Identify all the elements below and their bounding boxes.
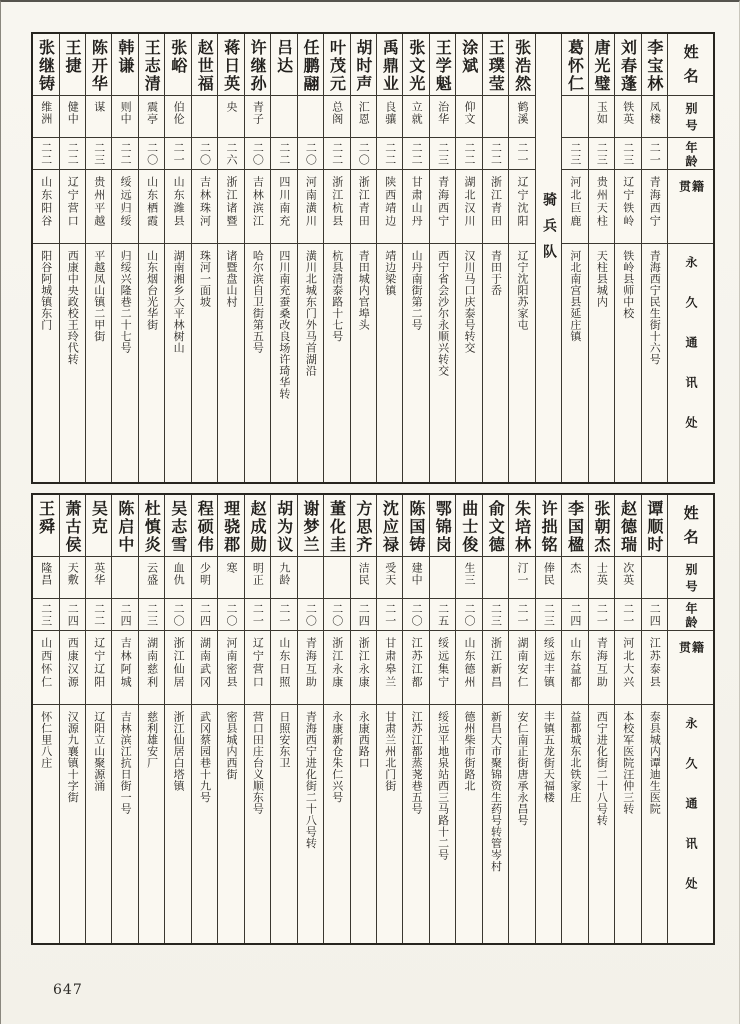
person-native-place: 辽宁沈阳	[509, 170, 534, 244]
person-column	[33, 495, 58, 943]
person-column	[482, 34, 508, 482]
page-number: 647	[53, 982, 83, 998]
header-alias: 别号	[668, 557, 713, 599]
person-column	[138, 34, 164, 482]
person-age: 二〇	[456, 599, 481, 631]
person-age: 二二	[456, 138, 481, 170]
person-alias	[298, 96, 323, 138]
person-name: 吕达	[271, 34, 296, 96]
table-header-column	[667, 495, 713, 943]
person-native-place: 浙江青田	[483, 170, 508, 244]
person-age: 二三	[483, 599, 508, 631]
person-address: 归绥兴隆巷二十七号	[119, 250, 133, 354]
person-address: 密县城内西街	[224, 711, 238, 780]
person-native-place: 浙江新昌	[483, 631, 508, 705]
person-native-place: 浙江仙居	[165, 631, 190, 705]
person-column	[270, 495, 296, 943]
person-native-place: 四川南充	[271, 170, 296, 244]
person-native-place: 绥远集宁	[430, 631, 455, 705]
person-column	[297, 495, 323, 943]
person-name: 王璞莹	[483, 34, 508, 96]
person-alias: 生三	[456, 557, 481, 599]
person-age: 二六	[218, 138, 243, 170]
person-alias: 九龄	[271, 557, 296, 599]
person-native-place: 陕西靖边	[377, 170, 402, 244]
person-native-place: 江苏泰县	[642, 631, 667, 705]
person-native-place: 山东栖霞	[139, 170, 164, 244]
person-age: 二二	[86, 599, 111, 631]
person-age: 二四	[351, 599, 376, 631]
person-address: 青海西宁进化街二十八号转	[304, 711, 318, 849]
person-column	[297, 34, 323, 482]
person-column	[641, 34, 667, 482]
person-native-place: 浙江永康	[324, 631, 349, 705]
person-address: 浙江仙居白塔镇	[172, 711, 186, 792]
person-name: 董化圭	[324, 495, 349, 557]
person-column	[588, 34, 614, 482]
person-alias: 隆昌	[33, 557, 58, 599]
person-address: 辽宁沈阳苏家屯	[515, 250, 529, 331]
person-name: 谭顺时	[642, 495, 667, 557]
person-age: 二〇	[139, 138, 164, 170]
person-address: 汉川马口庆泰号转交	[463, 250, 477, 354]
person-column	[455, 34, 481, 482]
person-native-place: 辽宁营口	[60, 170, 85, 244]
person-name: 赵世福	[192, 34, 217, 96]
person-age: 二四	[642, 599, 667, 631]
person-name: 李宝林	[642, 34, 667, 96]
person-alias: 总阁	[324, 96, 349, 138]
person-name: 赵德瑞	[615, 495, 640, 557]
person-column	[191, 495, 217, 943]
person-age: 二三	[430, 138, 455, 170]
person-alias	[483, 96, 508, 138]
person-name: 杜慎炎	[139, 495, 164, 557]
person-address: 益都城东北铁家庄	[568, 711, 582, 803]
person-name: 唐光璧	[589, 34, 614, 96]
person-address: 铁岭县师中校	[621, 250, 635, 319]
person-name: 禹鼎业	[377, 34, 402, 96]
person-age: 二三	[589, 138, 614, 170]
person-native-place: 贵州天柱	[589, 170, 614, 244]
person-age: 二一	[589, 599, 614, 631]
person-alias: 则中	[112, 96, 137, 138]
header-name: 姓名	[668, 34, 713, 96]
person-age: 二二	[112, 138, 137, 170]
person-column	[402, 495, 428, 943]
person-native-place: 青海互助	[589, 631, 614, 705]
person-column	[429, 34, 455, 482]
header-age: 年龄	[668, 599, 713, 631]
person-native-place: 浙江青田	[351, 170, 376, 244]
person-column	[350, 495, 376, 943]
person-native-place: 西康汉源	[60, 631, 85, 705]
person-address: 辽阳立山聚源涌	[92, 711, 106, 792]
person-address: 青田城内官埠头	[357, 250, 371, 331]
person-column	[323, 495, 349, 943]
person-age: 二四	[192, 599, 217, 631]
person-address: 吉林滨江抗日街一号	[119, 711, 133, 815]
section-divider-column	[535, 34, 561, 482]
header-address: 永久通讯处	[683, 256, 698, 456]
person-column	[111, 34, 137, 482]
person-alias: 天敷	[60, 557, 85, 599]
person-age: 二五	[430, 599, 455, 631]
person-native-place: 青海西宁	[642, 170, 667, 244]
person-address: 西宁进化街二十八号转	[595, 711, 609, 826]
header-alias: 别号	[668, 96, 713, 138]
person-age: 二一	[509, 138, 534, 170]
person-name: 任鹏翮	[298, 34, 323, 96]
person-address: 西康中央政校王玲代转	[66, 250, 80, 365]
person-address: 绥远平地泉站西三马路十二号	[436, 711, 450, 861]
person-name: 胡时声	[351, 34, 376, 96]
person-address: 汉源九襄镇十字街	[66, 711, 80, 803]
person-alias: 良骧	[377, 96, 402, 138]
person-native-place: 山东阳谷	[33, 170, 58, 244]
person-alias: 凤楼	[642, 96, 667, 138]
person-address: 日照安东卫	[277, 711, 291, 769]
roster-table-top	[31, 32, 715, 484]
person-address: 本校军医院汪仲三转	[621, 711, 635, 815]
roster-table-bottom	[31, 493, 715, 945]
person-alias: 鹤溪	[509, 96, 534, 138]
person-age: 二〇	[403, 599, 428, 631]
header-age: 年龄	[668, 138, 713, 170]
person-alias	[430, 557, 455, 599]
person-native-place: 浙江诸暨	[218, 170, 243, 244]
person-column	[508, 495, 534, 943]
person-column	[33, 34, 58, 482]
person-native-place: 浙江永康	[351, 631, 376, 705]
person-name: 许拙铭	[536, 495, 561, 557]
person-name: 陈国铸	[403, 495, 428, 557]
person-address: 四川南充蚕桑改良场许琦华转	[277, 250, 291, 400]
person-native-place: 吉林滨江	[245, 170, 270, 244]
person-address: 阳谷阿城镇东门	[39, 250, 53, 331]
person-column	[191, 34, 217, 482]
person-column	[270, 34, 296, 482]
person-native-place: 山东益都	[562, 631, 587, 705]
person-column	[350, 34, 376, 482]
person-alias: 健中	[60, 96, 85, 138]
person-age: 二一	[165, 138, 190, 170]
person-alias	[298, 557, 323, 599]
person-native-place: 青海互助	[298, 631, 323, 705]
person-name: 刘春蓬	[615, 34, 640, 96]
person-address: 新昌大市聚锦资生药号转管岑村	[489, 711, 503, 872]
person-alias	[562, 96, 587, 138]
person-alias: 震亭	[139, 96, 164, 138]
person-name: 赵成勋	[245, 495, 270, 557]
person-name: 萧古侯	[60, 495, 85, 557]
person-name: 韩谦	[112, 34, 137, 96]
person-column	[111, 495, 137, 943]
person-name: 王舜	[33, 495, 58, 557]
person-alias: 英华	[86, 557, 111, 599]
person-age: 二〇	[192, 138, 217, 170]
person-address: 慈利雄安厂	[145, 711, 159, 769]
person-alias	[192, 96, 217, 138]
header-native-place: 籍贯	[668, 170, 713, 244]
person-column	[614, 34, 640, 482]
person-address: 河北南宫县延庄镇	[568, 250, 582, 342]
person-native-place: 河南潢川	[298, 170, 323, 244]
person-alias: 谋	[86, 96, 111, 138]
person-address: 江苏江都蒸荛巷五号	[410, 711, 424, 815]
header-native-place: 籍贯	[668, 631, 713, 705]
person-name: 陈开华	[86, 34, 111, 96]
person-native-place: 辽宁营口	[245, 631, 270, 705]
person-name: 张浩然	[509, 34, 534, 96]
person-age: 二〇	[324, 599, 349, 631]
person-address: 山丹南街第二号	[410, 250, 424, 331]
person-native-place: 山西怀仁	[33, 631, 58, 705]
person-alias: 明正	[245, 557, 270, 599]
person-name: 谢梦兰	[298, 495, 323, 557]
person-column	[588, 495, 614, 943]
person-address: 湖南湘乡大平林树山	[172, 250, 186, 354]
header-address: 永久通讯处	[683, 717, 698, 917]
person-name: 王志清	[139, 34, 164, 96]
person-address: 西宁省会沙尔永顺兴转交	[436, 250, 450, 377]
person-native-place: 青海西宁	[430, 170, 455, 244]
person-column	[164, 495, 190, 943]
person-age: 二三	[562, 138, 587, 170]
person-column	[535, 495, 561, 943]
person-column	[429, 495, 455, 943]
person-native-place: 贵州平越	[86, 170, 111, 244]
person-native-place: 湖南慈利	[139, 631, 164, 705]
person-age: 二四	[112, 599, 137, 631]
person-column	[508, 34, 534, 482]
person-alias: 治华	[430, 96, 455, 138]
person-age: 二二	[324, 138, 349, 170]
person-age: 二〇	[165, 599, 190, 631]
person-native-place: 江苏江都	[403, 631, 428, 705]
person-name: 张文光	[403, 34, 428, 96]
person-address: 怀仁里八庄	[39, 711, 53, 769]
person-name: 李国楹	[562, 495, 587, 557]
person-address: 天柱县城内	[595, 250, 609, 308]
person-address: 平越凤山镇二甲街	[92, 250, 106, 342]
person-native-place: 吉林阿城	[112, 631, 137, 705]
person-name: 鄂锦岗	[430, 495, 455, 557]
person-native-place: 辽宁辽阳	[86, 631, 111, 705]
person-name: 方思齐	[351, 495, 376, 557]
person-address: 甘肃兰州北门街	[383, 711, 397, 792]
person-address: 永康西路口	[357, 711, 371, 769]
person-alias: 立就	[403, 96, 428, 138]
person-name: 张峪	[165, 34, 190, 96]
person-alias: 央	[218, 96, 243, 138]
person-age: 二〇	[351, 138, 376, 170]
person-name: 俞文德	[483, 495, 508, 557]
person-native-place: 湖南安仁	[509, 631, 534, 705]
person-name: 曲士俊	[456, 495, 481, 557]
person-address: 杭县清泰路十七号	[330, 250, 344, 342]
person-name: 蒋日英	[218, 34, 243, 96]
person-column	[59, 34, 85, 482]
person-age: 二三	[33, 599, 58, 631]
person-alias: 血仇	[165, 557, 190, 599]
person-alias: 青子	[245, 96, 270, 138]
person-age: 二〇	[298, 599, 323, 631]
person-address: 安仁南正街唐承永昌号	[515, 711, 529, 826]
person-column	[455, 495, 481, 943]
person-native-place: 浙江杭县	[324, 170, 349, 244]
person-native-place: 吉林珠河	[192, 170, 217, 244]
person-native-place: 甘肃皋兰	[377, 631, 402, 705]
person-age: 二二	[483, 138, 508, 170]
person-address: 丰镇五龙街天福楼	[542, 711, 556, 803]
person-address: 青海西宁民生街十六号	[648, 250, 662, 365]
person-native-place: 河南密县	[218, 631, 243, 705]
section-label: 骑兵队	[541, 192, 558, 270]
person-column	[402, 34, 428, 482]
person-alias: 维洲	[33, 96, 58, 138]
person-alias: 铁英	[615, 96, 640, 138]
person-address: 潢川北城东门外马首湖沿	[304, 250, 318, 377]
person-native-place: 河北巨鹿	[562, 170, 587, 244]
person-address: 诸暨盘山村	[224, 250, 238, 308]
person-native-place: 绥远归绥	[112, 170, 137, 244]
person-age: 二四	[562, 599, 587, 631]
person-name: 理骁郡	[218, 495, 243, 557]
person-name: 陈启中	[112, 495, 137, 557]
person-column	[614, 495, 640, 943]
person-address: 山东烟台光华街	[145, 250, 159, 331]
person-name: 沈应禄	[377, 495, 402, 557]
person-column	[641, 495, 667, 943]
person-alias	[112, 557, 137, 599]
person-alias: 汀一	[509, 557, 534, 599]
person-native-place: 河北大兴	[615, 631, 640, 705]
person-native-place: 绥远丰镇	[536, 631, 561, 705]
person-alias: 玉如	[589, 96, 614, 138]
person-alias: 寒	[218, 557, 243, 599]
person-address: 泰县城内谭迪生医院	[648, 711, 662, 815]
person-native-place: 湖南武冈	[192, 631, 217, 705]
person-alias	[271, 96, 296, 138]
person-column	[376, 34, 402, 482]
person-name: 吴克	[86, 495, 111, 557]
person-alias: 洁民	[351, 557, 376, 599]
person-alias: 仰文	[456, 96, 481, 138]
person-name: 程硕伟	[192, 495, 217, 557]
person-alias: 云盛	[139, 557, 164, 599]
person-name: 许继孙	[245, 34, 270, 96]
person-native-place: 山东德州	[456, 631, 481, 705]
person-native-place: 山东潍县	[165, 170, 190, 244]
person-name: 叶茂元	[324, 34, 349, 96]
person-name: 吴志雪	[165, 495, 190, 557]
person-alias: 汇恩	[351, 96, 376, 138]
person-age: 二二	[60, 138, 85, 170]
person-column	[244, 495, 270, 943]
person-address: 哈尔滨自卫街第五号	[251, 250, 265, 354]
person-alias: 伯伦	[165, 96, 190, 138]
person-age: 二二	[403, 138, 428, 170]
person-alias: 次英	[615, 557, 640, 599]
header-name: 姓名	[668, 495, 713, 557]
person-alias	[483, 557, 508, 599]
person-age: 二〇	[298, 138, 323, 170]
person-name: 葛怀仁	[562, 34, 587, 96]
person-name: 王学魁	[430, 34, 455, 96]
person-age: 二一	[271, 599, 296, 631]
person-age: 二三	[536, 599, 561, 631]
person-age: 二一	[615, 599, 640, 631]
person-address: 珠河一面坡	[198, 250, 212, 308]
person-name: 涂斌	[456, 34, 481, 96]
person-age: 二一	[509, 599, 534, 631]
person-alias: 建中	[403, 557, 428, 599]
person-address: 德州柴市街路北	[463, 711, 477, 792]
person-name: 张继铸	[33, 34, 58, 96]
person-column	[376, 495, 402, 943]
person-native-place: 山东日照	[271, 631, 296, 705]
person-age: 二三	[139, 599, 164, 631]
table-header-column	[667, 34, 713, 482]
person-address: 武冈蔡园巷十九号	[198, 711, 212, 803]
person-alias: 受天	[377, 557, 402, 599]
person-alias	[324, 557, 349, 599]
person-age: 二三	[86, 138, 111, 170]
person-address: 青田于岙	[489, 250, 503, 296]
person-name: 王捷	[60, 34, 85, 96]
person-alias: 士英	[589, 557, 614, 599]
person-column	[323, 34, 349, 482]
person-alias: 少明	[192, 557, 217, 599]
person-age: 二三	[615, 138, 640, 170]
person-age: 二四	[60, 599, 85, 631]
person-column	[164, 34, 190, 482]
person-native-place: 湖北汉川	[456, 170, 481, 244]
person-age: 二〇	[245, 138, 270, 170]
person-age: 二〇	[218, 599, 243, 631]
person-native-place: 甘肃山丹	[403, 170, 428, 244]
person-name: 朱培林	[509, 495, 534, 557]
person-age: 二二	[377, 138, 402, 170]
person-name: 张朝杰	[589, 495, 614, 557]
person-column	[217, 495, 243, 943]
person-column	[244, 34, 270, 482]
person-address: 永康新仓朱仁兴号	[330, 711, 344, 803]
person-column	[59, 495, 85, 943]
person-column	[561, 34, 587, 482]
person-alias	[642, 557, 667, 599]
person-alias: 杰	[562, 557, 587, 599]
person-age: 二一	[245, 599, 270, 631]
person-age: 二一	[642, 138, 667, 170]
person-column	[561, 495, 587, 943]
person-column	[85, 34, 111, 482]
person-native-place: 辽宁铁岭	[615, 170, 640, 244]
person-age: 二二	[271, 138, 296, 170]
person-name: 胡为议	[271, 495, 296, 557]
person-column	[85, 495, 111, 943]
person-age: 二一	[377, 599, 402, 631]
person-address: 靖边梁镇	[383, 250, 397, 296]
person-column	[482, 495, 508, 943]
person-alias: 俸民	[536, 557, 561, 599]
person-column	[217, 34, 243, 482]
person-address: 营口田庄台义顺东号	[251, 711, 265, 815]
person-age: 二二	[33, 138, 58, 170]
person-column	[138, 495, 164, 943]
